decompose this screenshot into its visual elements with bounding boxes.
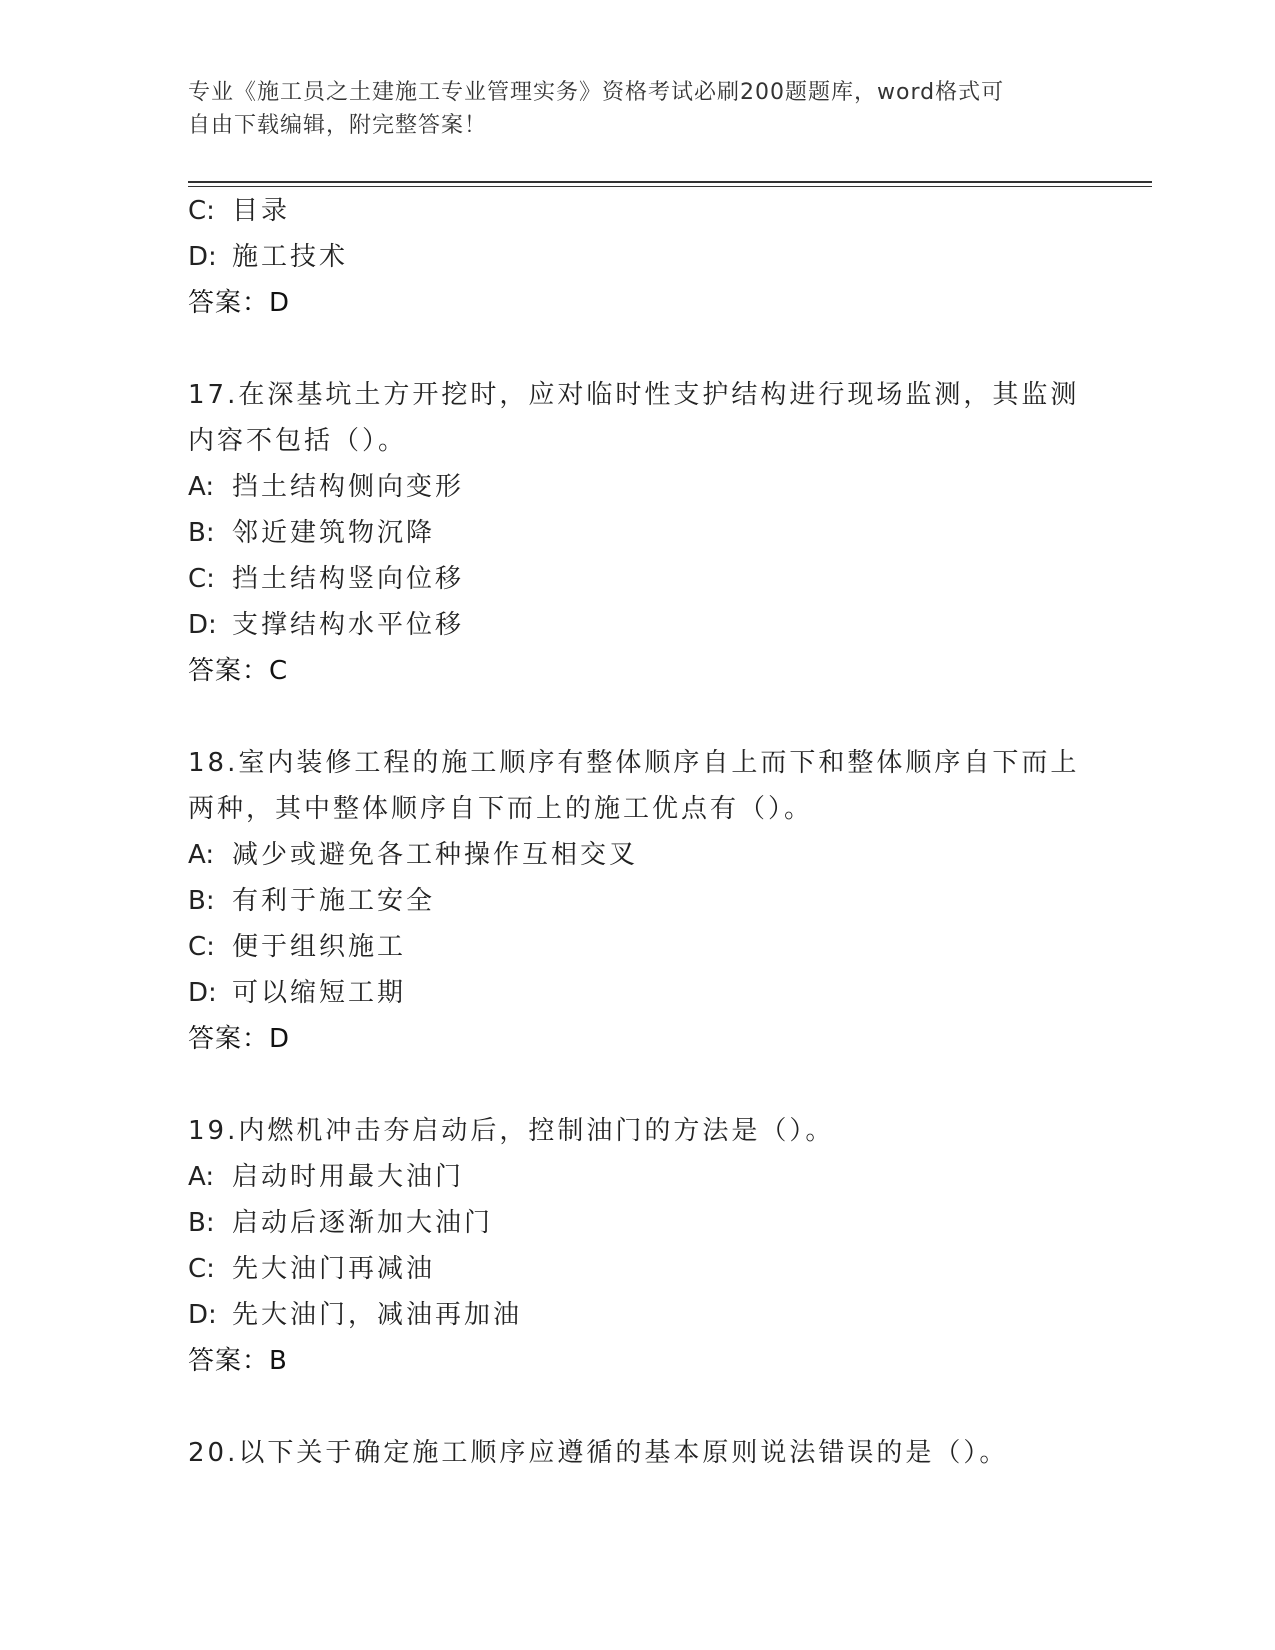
option-text: 先大油门再减油 — [232, 1254, 436, 1284]
option-d — [188, 234, 1148, 280]
option-c — [188, 924, 1148, 970]
option-text: 启动时用最大油门 — [232, 1162, 465, 1192]
option-a — [188, 832, 1148, 878]
option-text: 挡土结构竖向位移 — [232, 564, 465, 594]
option-key: D: — [188, 978, 217, 1008]
option-b — [188, 510, 1148, 556]
option-b — [188, 878, 1148, 924]
answer-line: 答案：D — [188, 1024, 291, 1054]
option-c — [188, 556, 1148, 602]
option-key: B: — [188, 518, 215, 548]
option-text: 可以缩短工期 — [232, 978, 407, 1008]
option-key: B: — [188, 886, 215, 916]
option-d — [188, 1292, 1148, 1338]
document-body — [188, 188, 1148, 1476]
option-key: C: — [188, 932, 215, 962]
header-rule-thin — [188, 186, 1152, 187]
header-line-2: 自由下载编辑，附完整答案！ — [188, 113, 488, 138]
question-text-line: 17.在深基坑土方开挖时，应对临时性支护结构进行现场监测，其监测 — [188, 380, 1080, 410]
option-key: D: — [188, 610, 217, 640]
option-c — [188, 1246, 1148, 1292]
answer-line: 答案：D — [188, 288, 291, 318]
document-header — [188, 76, 1088, 142]
question-16-continuation — [188, 188, 1148, 326]
question-17 — [188, 372, 1148, 694]
option-key: A: — [188, 840, 215, 870]
question-18 — [188, 740, 1148, 1062]
option-text: 减少或避免各工种操作互相交叉 — [232, 840, 639, 870]
header-line-1: 专业《施工员之土建施工专业管理实务》资格考试必刷200题题库，word格式可 — [188, 80, 1005, 105]
option-text: 邻近建筑物沉降 — [232, 518, 436, 548]
option-key: C: — [188, 196, 215, 226]
option-text: 便于组织施工 — [232, 932, 407, 962]
answer-line: 答案：C — [188, 656, 289, 686]
option-c — [188, 188, 1148, 234]
option-text: 施工技术 — [232, 242, 349, 272]
option-text: 有利于施工安全 — [232, 886, 436, 916]
header-rule-thick — [188, 181, 1152, 183]
option-a — [188, 1154, 1148, 1200]
option-d — [188, 602, 1148, 648]
option-d — [188, 970, 1148, 1016]
option-text: 支撑结构水平位移 — [232, 610, 465, 640]
option-key: C: — [188, 564, 215, 594]
question-text-line: 内容不包括（）。 — [188, 426, 408, 456]
option-b — [188, 1200, 1148, 1246]
option-text: 启动后逐渐加大油门 — [232, 1208, 494, 1238]
question-text-line: 19.内燃机冲击夯启动后，控制油门的方法是（）。 — [188, 1116, 835, 1146]
option-text: 挡土结构侧向变形 — [232, 472, 465, 502]
option-key: D: — [188, 1300, 217, 1330]
answer-line: 答案：B — [188, 1346, 288, 1376]
option-key: B: — [188, 1208, 215, 1238]
option-key: A: — [188, 472, 215, 502]
option-key: A: — [188, 1162, 215, 1192]
option-key: D: — [188, 242, 217, 272]
question-20 — [188, 1430, 1148, 1476]
question-text-line: 18.室内装修工程的施工顺序有整体顺序自上而下和整体顺序自下而上 — [188, 748, 1080, 778]
option-a — [188, 464, 1148, 510]
question-text-line: 20.以下关于确定施工顺序应遵循的基本原则说法错误的是（）。 — [188, 1438, 1009, 1468]
option-text: 先大油门，减油再加油 — [232, 1300, 523, 1330]
question-text-line: 两种，其中整体顺序自下而上的施工优点有（）。 — [188, 794, 814, 824]
question-19 — [188, 1108, 1148, 1384]
option-key: C: — [188, 1254, 215, 1284]
option-text: 目录 — [232, 196, 291, 226]
